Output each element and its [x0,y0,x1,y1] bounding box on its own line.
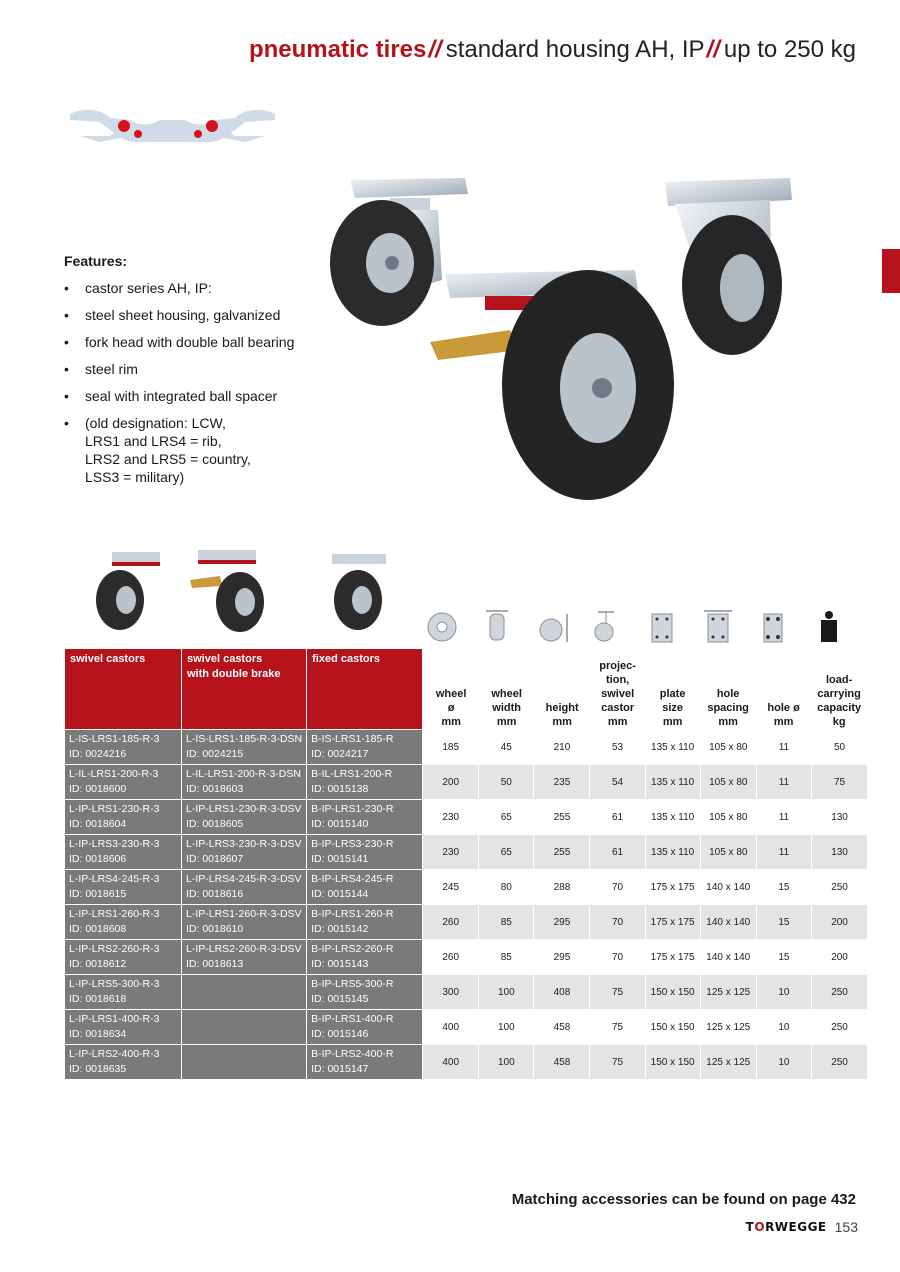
header-swivel-brake: swivel castors with double brake [182,649,307,730]
article-number: B-IP-LRS1-230-R [311,803,394,815]
feature-item: • (old designation: LCW, LRS1 and LRS4 = rib, LRS2 and LRS5 = country, LSS3 = military) [64,414,364,486]
brand-logo-suffix: RWEGGE [765,1220,827,1234]
table-row [65,870,868,905]
article-brake-cell [182,975,307,1010]
thumb-braked-castor [190,550,264,632]
fixed-castor-photo [665,178,792,355]
feature-item: • castor series AH, IP: [64,279,364,297]
article-id: ID: 0018600 [69,783,127,795]
spec-value-cell: 135 x 110 [645,835,700,870]
article-swivel-cell [65,1045,182,1080]
spec-value-cell: 140 x 140 [700,940,756,975]
features-section [64,253,364,495]
article-number: B-IP-LRS5-300-R [311,978,394,990]
article-number: L-IP-LRS2-260-R-3 [69,943,160,955]
article-number: L-IP-LRS1-230-R-3-DSV [186,803,302,815]
table-row [65,800,868,835]
brand-logo-o: O [754,1220,766,1234]
header-col-hole-diameter: hole ø mm [767,702,800,728]
spec-value-cell: 245 [423,870,479,905]
swivel-castor-photo [330,178,468,326]
article-swivel-cell [65,835,182,870]
spec-value-cell: 105 x 80 [700,835,756,870]
spec-value-cell: 210 [534,730,590,765]
title-housing: standard housing AH, IP [445,36,705,63]
article-id: ID: 0018604 [69,818,127,830]
spec-value-cell: 150 x 150 [645,1045,700,1080]
article-id: ID: 0018635 [69,1063,127,1075]
icon-row [65,649,868,730]
header-col-wheel-width: wheel width mm [491,688,522,728]
features-list [64,279,364,486]
article-id: ID: 0015147 [311,1063,369,1075]
projection-icon [595,612,614,641]
spec-value-cell: 250 [811,870,867,905]
wheel-width-icon [486,611,508,640]
article-number: L-IP-LRS1-400-R-3 [69,1013,160,1025]
table-row [65,940,868,975]
table-row [65,975,868,1010]
spec-value-cell: 230 [423,835,479,870]
article-id: ID: 0015144 [311,888,369,900]
article-brake-cell [182,1045,307,1080]
article-brake-cell [182,905,307,940]
spec-value-cell: 140 x 140 [700,870,756,905]
spec-value-cell: 15 [756,940,811,975]
spec-value-cell: 75 [590,1045,645,1080]
page-footer [746,1219,858,1235]
article-fixed-cell [307,940,423,975]
table-row [65,1045,868,1080]
article-id: ID: 0018606 [69,853,127,865]
braked-swivel-castor-photo [430,270,674,500]
article-fixed-cell [307,835,423,870]
article-id: ID: 0018615 [69,888,127,900]
article-fixed-cell [307,905,423,940]
article-id: ID: 0015141 [311,853,369,865]
features-heading: Features: [64,253,128,269]
spec-value-cell: 10 [756,1010,811,1045]
spec-value-cell: 260 [423,940,479,975]
spec-value-cell: 61 [590,835,645,870]
spec-value-cell: 45 [479,730,534,765]
article-id: ID: 0018608 [69,923,127,935]
spec-value-cell: 150 x 150 [645,975,700,1010]
article-id: ID: 0018634 [69,1028,127,1040]
spec-value-cell: 50 [479,765,534,800]
article-fixed-cell [307,765,423,800]
spec-value-cell: 100 [479,975,534,1010]
spec-value-cell: 50 [811,730,867,765]
title-capacity: up to 250 kg [723,36,856,63]
article-swivel-cell [65,765,182,800]
header-col-height: height mm [545,702,579,728]
spec-value-cell: 10 [756,975,811,1010]
header-col-plate-size: plate size mm [659,688,686,728]
chapter-tab [882,249,900,293]
spec-value-cell: 70 [590,870,645,905]
wheel-diameter-icon [428,613,456,641]
article-id: ID: 0024217 [311,748,369,760]
article-number: L-IS-LRS1-185-R-3 [69,733,160,745]
height-icon [540,614,567,642]
spec-value-cell: 400 [423,1045,479,1080]
spec-value-cell: 75 [811,765,867,800]
article-swivel-cell [65,975,182,1010]
feature-item: • steel rim [64,360,364,378]
spec-value-cell: 300 [423,975,479,1010]
spec-value-cell: 11 [756,835,811,870]
spec-value-cell: 70 [590,940,645,975]
header-fixed-castors: fixed castors [307,649,423,730]
spec-value-cell: 85 [479,940,534,975]
spec-value-cell: 408 [534,975,590,1010]
hole-spacing-icon [704,611,732,642]
thumb-swivel-castor [96,552,160,630]
article-number: L-IP-LRS4-245-R-3-DSV [186,873,302,885]
header-col-load-capacity: load- carrying capacity kg [817,674,862,728]
article-id: ID: 0018610 [186,923,244,935]
article-id: ID: 0015143 [311,958,369,970]
spec-value-cell: 135 x 110 [645,765,700,800]
plate-size-icon [652,614,672,642]
spec-value-cell: 458 [534,1045,590,1080]
article-number: L-IP-LRS4-245-R-3 [69,873,160,885]
spec-value-cell: 400 [423,1010,479,1045]
castor-spec-table [64,648,868,1080]
article-id: ID: 0018607 [186,853,244,865]
spec-value-cell: 175 x 175 [645,940,700,975]
spec-value-cell: 235 [534,765,590,800]
spec-value-cell: 11 [756,730,811,765]
spec-value-cell: 150 x 150 [645,1010,700,1045]
article-id: ID: 0018612 [69,958,127,970]
article-fixed-cell [307,730,423,765]
spec-value-cell: 105 x 80 [700,730,756,765]
article-id: ID: 0024215 [186,748,244,760]
spec-value-cell: 11 [756,765,811,800]
article-number: B-IP-LRS4-245-R [311,873,394,885]
title-separator: // [428,36,442,63]
feature-item: • fork head with double ball bearing [64,333,364,351]
spec-value-cell: 260 [423,905,479,940]
spec-value-cell: 250 [811,1010,867,1045]
spec-value-cell: 100 [479,1045,534,1080]
spec-value-cell: 295 [534,940,590,975]
title-separator: // [706,36,720,63]
spec-value-cell: 458 [534,1010,590,1045]
feature-item: • steel sheet housing, galvanized [64,306,364,324]
header-spec-columns [423,649,868,730]
article-number: L-IP-LRS3-230-R-3-DSV [186,838,302,850]
spec-value-cell: 140 x 140 [700,905,756,940]
article-brake-cell [182,940,307,975]
spec-value-cell: 11 [756,800,811,835]
spec-value-cell: 135 x 110 [645,800,700,835]
article-brake-cell [182,765,307,800]
article-number: B-IP-LRS2-260-R [311,943,394,955]
castor-series-diagram [70,98,275,148]
article-id: ID: 0015142 [311,923,369,935]
product-photos [320,170,840,510]
spec-value-cell: 53 [590,730,645,765]
article-id: ID: 0015140 [311,818,369,830]
article-number: B-IP-LRS3-230-R [311,838,394,850]
article-swivel-cell [65,730,182,765]
article-swivel-cell [65,870,182,905]
article-number: B-IP-LRS1-400-R [311,1013,394,1025]
article-number: B-IS-LRS1-185-R [311,733,394,745]
spec-value-cell: 61 [590,800,645,835]
article-id: ID: 0015138 [311,783,369,795]
spec-value-cell: 80 [479,870,534,905]
spec-value-cell: 70 [590,905,645,940]
spec-value-cell: 250 [811,975,867,1010]
article-id: ID: 0018616 [186,888,244,900]
page-title [249,36,856,64]
article-number: L-IP-LRS1-260-R-3-DSV [186,908,302,920]
spec-value-cell: 75 [590,975,645,1010]
article-id: ID: 0024216 [69,748,127,760]
spec-value-cell: 125 x 125 [700,1045,756,1080]
accessories-note: Matching accessories can be found on page 432 [511,1191,856,1208]
spec-value-cell: 200 [423,765,479,800]
spec-value-cell: 15 [756,905,811,940]
article-number: L-IP-LRS5-300-R-3 [69,978,160,990]
article-fixed-cell [307,800,423,835]
table-row [65,765,868,800]
hole-diameter-icon [764,614,782,642]
article-id: ID: 0015145 [311,993,369,1005]
header-swivel-castors: swivel castors [65,649,182,730]
article-fixed-cell [307,1010,423,1045]
spec-value-cell: 65 [479,835,534,870]
spec-value-cell: 65 [479,800,534,835]
spec-value-cell: 288 [534,870,590,905]
spec-value-cell: 185 [423,730,479,765]
spec-value-cell: 100 [479,1010,534,1045]
spec-value-cell: 130 [811,835,867,870]
article-id: ID: 0018613 [186,958,244,970]
spec-value-cell: 75 [590,1010,645,1045]
article-swivel-cell [65,800,182,835]
brand-logo [746,1220,827,1234]
article-fixed-cell [307,975,423,1010]
article-number: B-IL-LRS1-200-R [311,768,393,780]
article-id: ID: 0015146 [311,1028,369,1040]
spec-value-cell: 135 x 110 [645,730,700,765]
brand-logo-prefix: T [745,1220,755,1234]
spec-value-cell: 255 [534,835,590,870]
article-id: ID: 0018618 [69,993,127,1005]
article-swivel-cell [65,940,182,975]
spec-value-cell: 125 x 125 [700,975,756,1010]
spec-column-icons [414,606,859,646]
spec-value-cell: 125 x 125 [700,1010,756,1045]
article-brake-cell [182,870,307,905]
article-brake-cell [182,835,307,870]
spec-value-cell: 130 [811,800,867,835]
table-row [65,835,868,870]
article-brake-cell [182,730,307,765]
spec-value-cell: 10 [756,1045,811,1080]
load-weight-icon [821,611,837,642]
spec-value-cell: 15 [756,870,811,905]
article-brake-cell [182,800,307,835]
article-number: L-IP-LRS1-230-R-3 [69,803,160,815]
variant-thumbnails [70,540,410,635]
spec-value-cell: 255 [534,800,590,835]
article-fixed-cell [307,1045,423,1080]
article-number: B-IP-LRS2-400-R [311,1048,394,1060]
article-number: L-IP-LRS1-260-R-3 [69,908,160,920]
spec-value-cell: 175 x 175 [645,870,700,905]
feature-item: • seal with integrated ball spacer [64,387,364,405]
title-category: pneumatic tires [248,36,427,63]
spec-value-cell: 85 [479,905,534,940]
article-fixed-cell [307,870,423,905]
spec-value-cell: 230 [423,800,479,835]
article-id: ID: 0018605 [186,818,244,830]
spec-value-cell: 105 x 80 [700,800,756,835]
table-row [65,1010,868,1045]
spec-value-cell: 105 x 80 [700,765,756,800]
article-number: L-IP-LRS2-260-R-3-DSV [186,943,302,955]
header-col-wheel-diameter: wheel ø mm [435,688,467,728]
article-number: L-IS-LRS1-185-R-3-DSN [186,733,303,745]
article-number: L-IP-LRS3-230-R-3 [69,838,160,850]
header-col-hole-spacing: hole spacing mm [707,688,749,728]
spec-value-cell: 175 x 175 [645,905,700,940]
article-brake-cell [182,1010,307,1045]
article-number: L-IP-LRS2-400-R-3 [69,1048,160,1060]
page-number: 153 [834,1219,858,1235]
article-number: L-IL-LRS1-200-R-3 [69,768,159,780]
spec-value-cell: 295 [534,905,590,940]
article-number: B-IP-LRS1-260-R [311,908,394,920]
spec-value-cell: 54 [590,765,645,800]
header-col-projection: projec- tion, swivel castor mm [599,660,636,728]
article-number: L-IL-LRS1-200-R-3-DSN [186,768,301,780]
table-row [65,730,868,765]
article-id: ID: 0018603 [186,783,244,795]
spec-value-cell: 200 [811,940,867,975]
spec-value-cell: 250 [811,1045,867,1080]
table-row [65,905,868,940]
spec-table-body [65,730,868,1080]
thumb-fixed-castor [332,554,386,630]
article-swivel-cell [65,1010,182,1045]
spec-value-cell: 200 [811,905,867,940]
article-swivel-cell [65,905,182,940]
